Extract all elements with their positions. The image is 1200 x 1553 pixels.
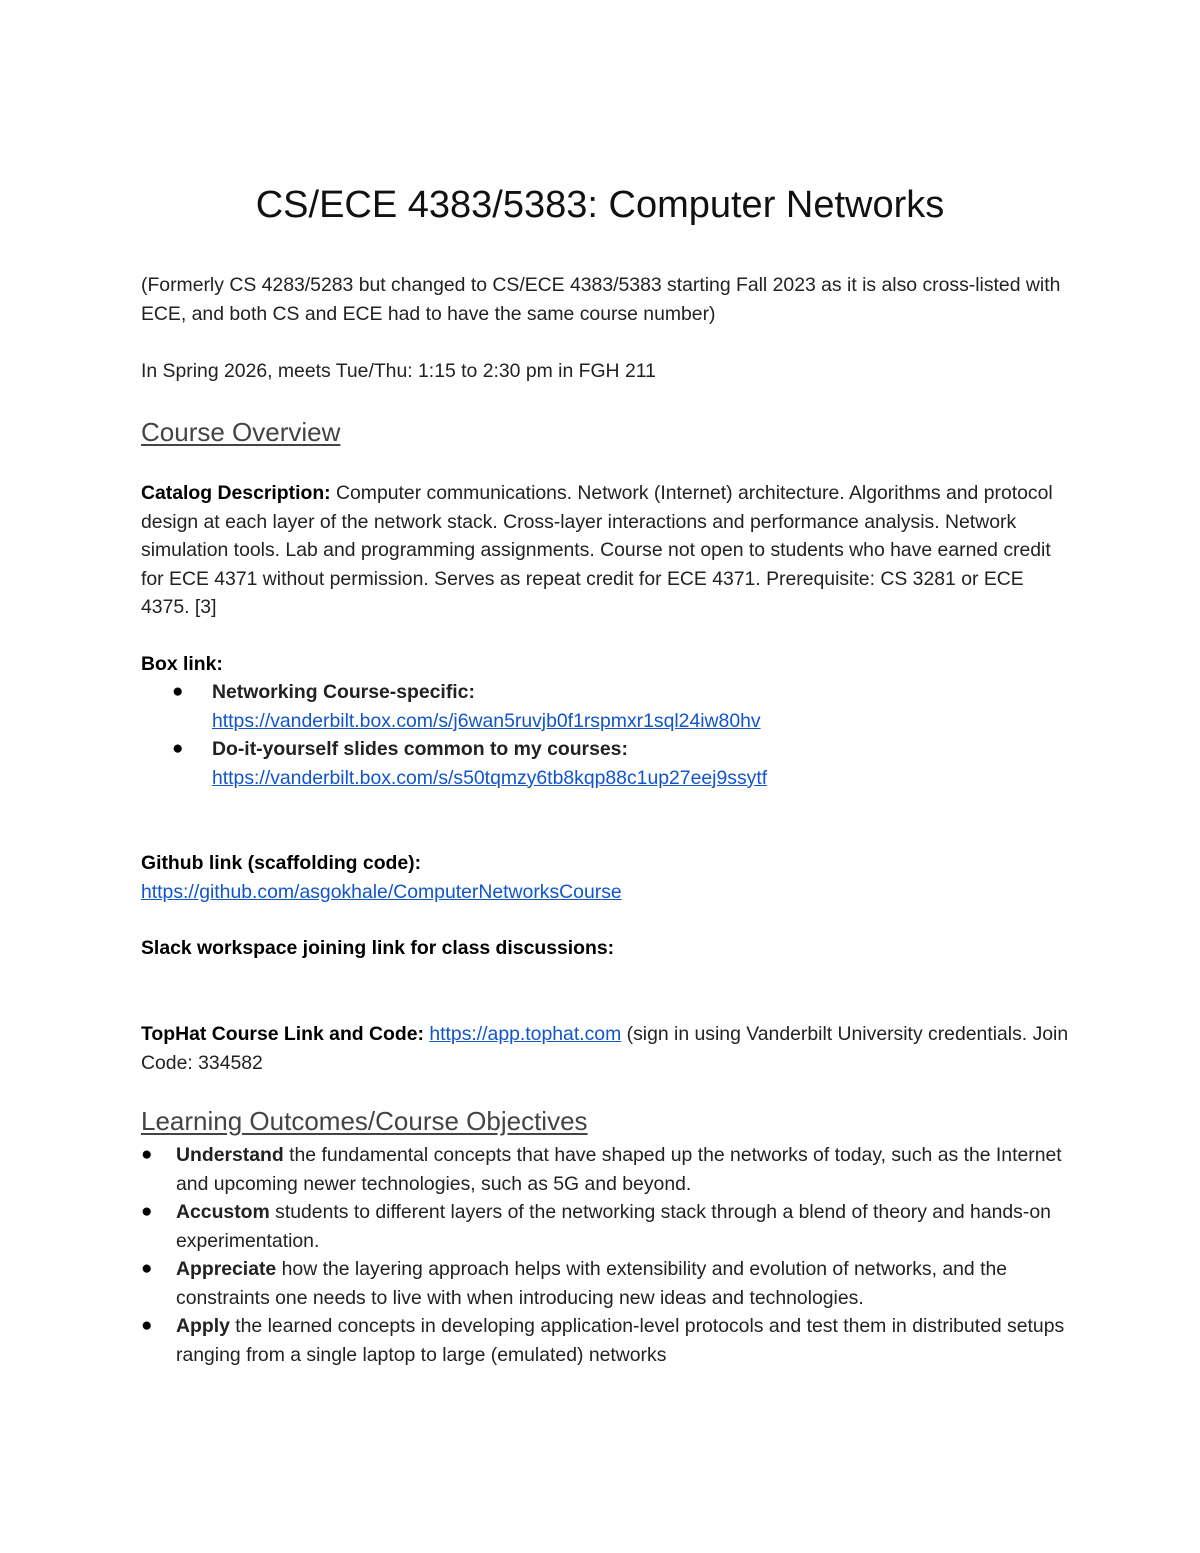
list-item: ● Understand the fundamental concepts that have shaped up the networks of today, such as the Internet and upcoming newer technologies, such as 5G and beyond. — [141, 1141, 1071, 1198]
course-overview-heading: Course Overview — [141, 417, 341, 447]
learning-outcomes-heading: Learning Outcomes/Course Objectives — [141, 1106, 588, 1136]
learning-outcomes-list — [141, 1141, 1071, 1369]
tophat-text: (sign in using Vanderbilt University credentials. Join Code: 334582 — [141, 1023, 1069, 1074]
catalog-description — [141, 479, 1071, 622]
bullet-icon: ● — [172, 738, 184, 759]
formerly-note: (Formerly CS 4283/5283 but changed to CS/ECE 4383/5383 starting Fall 2023 as it is also cross-listed with ECE, and both CS and ECE had to have the same course number) — [141, 274, 1061, 325]
github-link[interactable]: https://github.com/asgokhale/ComputerNetworksCourse — [141, 880, 622, 903]
catalog-label: Catalog Description: — [141, 482, 331, 504]
bullet-icon: ● — [141, 1144, 153, 1165]
bullet-icon: ● — [172, 681, 184, 702]
slack-label: Slack workspace joining link for class discussions: — [141, 937, 615, 959]
list-item: ● Appreciate how the layering approach helps with extensibility and evolution of networks, and the constraints one needs to live with when introducing new ideas and technologies. — [141, 1255, 1071, 1312]
tophat-label: TopHat Course Link and Code: — [141, 1023, 424, 1045]
list-item — [170, 678, 1050, 735]
box-item-label: Networking Course-specific: — [212, 681, 475, 703]
bullet-icon: ● — [141, 1315, 153, 1336]
github-section — [141, 849, 1071, 906]
catalog-text: Computer communications. Network (Internet) architecture. Algorithms and protocol design at each layer of the network stack. Cross-layer interactions and performance analysis. Network simulation tools. Lab and programming assignments. Course not open to students who have earned credit for ECE 4371 without permission. Serves as repeat credit for ECE 4371. Prerequisite: CS 3281 or ECE 4375. [3] — [141, 482, 1053, 618]
box-link-slides[interactable]: https://vanderbilt.box.com/s/s50tqmzy6tb8kqp88c1up27eej9ssytf — [212, 766, 768, 789]
page-title: CS/ECE 4383/5383: Computer Networks — [255, 184, 945, 226]
box-label: Box link: — [141, 653, 223, 675]
tophat-section — [141, 1020, 1071, 1077]
box-link-list — [170, 678, 1050, 792]
github-label: Github link (scaffolding code): — [141, 852, 422, 874]
list-item: ● Accustom students to different layers of the networking stack through a blend of theory and hands-on experimentation. — [141, 1198, 1071, 1255]
meeting-info: In Spring 2026, meets Tue/Thu: 1:15 to 2:30 pm in FGH 211 — [141, 360, 656, 382]
list-item: ● Apply the learned concepts in developing application-level protocols and test them in distributed setups ranging from a single laptop to large (emulated) networks — [141, 1312, 1071, 1369]
list-item — [170, 735, 1050, 792]
box-link-course[interactable]: https://vanderbilt.box.com/s/j6wan5ruvjb0f1rspmxr1sql24iw80hv — [212, 709, 761, 732]
bullet-icon: ● — [141, 1258, 153, 1279]
bullet-icon: ● — [141, 1201, 153, 1222]
tophat-link[interactable]: https://app.tophat.com — [429, 1023, 622, 1045]
box-item-label: Do-it-yourself slides common to my courses: — [212, 738, 628, 760]
